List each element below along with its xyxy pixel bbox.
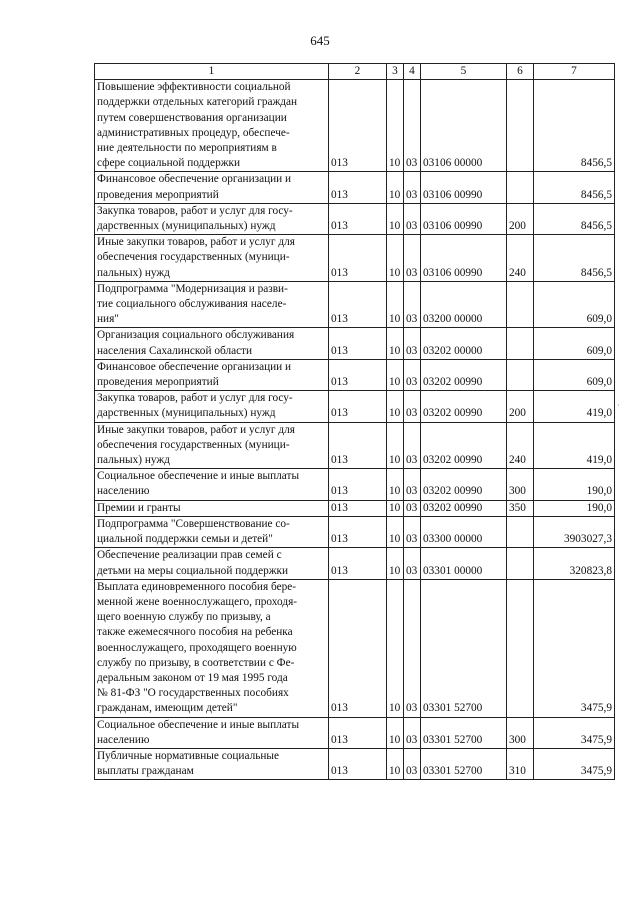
target-article-code: 03106 00000 (421, 80, 507, 172)
target-article-code: 03202 00000 (421, 328, 507, 359)
amount: 419,0 (534, 391, 615, 422)
amount: 8456,5 (534, 235, 615, 282)
target-article-code: 03202 00990 (421, 359, 507, 390)
amount: 190,0 (534, 500, 615, 516)
target-article-code: 03202 00990 (421, 391, 507, 422)
subsection-code: 03 (404, 203, 421, 234)
ministry-code: 013 (329, 391, 387, 422)
section-code: 10 (387, 469, 404, 500)
section-code: 10 (387, 422, 404, 469)
ministry-code: 013 (329, 748, 387, 779)
section-code: 10 (387, 516, 404, 547)
expense-type-code: 300 (507, 469, 534, 500)
table-row (95, 203, 615, 234)
expense-type-code: 200 (507, 203, 534, 234)
item-name: Премии и гранты (95, 500, 329, 516)
subsection-code: 03 (404, 172, 421, 203)
amount: 190,0 (534, 469, 615, 500)
table-body (95, 80, 615, 780)
section-code: 10 (387, 391, 404, 422)
item-name: Финансовое обеспечение организации и проведения мероприятий (95, 172, 329, 203)
header-cell: 3 (387, 64, 404, 80)
amount: 8456,5 (534, 203, 615, 234)
table-row (95, 579, 615, 717)
header-cell: 6 (507, 64, 534, 80)
page-number: 645 (310, 33, 330, 48)
table-row (95, 500, 615, 516)
expense-type-code: 240 (507, 422, 534, 469)
subsection-code: 03 (404, 516, 421, 547)
target-article-code: 03301 52700 (421, 717, 507, 748)
expense-type-code (507, 359, 534, 390)
subsection-code: 03 (404, 80, 421, 172)
item-name: Социальное обеспечение и иные выплаты населению (95, 717, 329, 748)
item-name: Иные закупки товаров, работ и услуг для обеспечения государственных (муници- пальных) нужд (95, 422, 329, 469)
ministry-code: 013 (329, 500, 387, 516)
subsection-code: 03 (404, 548, 421, 579)
expense-type-code: 240 (507, 235, 534, 282)
amount: 609,0 (534, 328, 615, 359)
target-article-code: 03106 00990 (421, 235, 507, 282)
subsection-code: 03 (404, 469, 421, 500)
expense-type-code (507, 80, 534, 172)
item-name: Обеспечение реализации прав семей с детьми на меры социальной поддержки (95, 548, 329, 579)
ministry-code: 013 (329, 235, 387, 282)
table-row (95, 80, 615, 172)
expense-type-code (507, 548, 534, 579)
amount: 609,0 (534, 281, 615, 328)
expense-type-code: 310 (507, 748, 534, 779)
item-name: Социальное обеспечение и иные выплаты населению (95, 469, 329, 500)
ministry-code: 013 (329, 469, 387, 500)
ministry-code: 013 (329, 281, 387, 328)
ministry-code: 013 (329, 203, 387, 234)
target-article-code: 03200 00000 (421, 281, 507, 328)
amount: 3475,9 (534, 717, 615, 748)
expense-type-code (507, 172, 534, 203)
expense-type-code (507, 516, 534, 547)
header-cell: 4 (404, 64, 421, 80)
table-row (95, 469, 615, 500)
ministry-code: 013 (329, 548, 387, 579)
expense-type-code (507, 328, 534, 359)
section-code: 10 (387, 717, 404, 748)
table-row (95, 422, 615, 469)
item-name: Закупка товаров, работ и услуг для госу- дарственных (муниципальных) нужд (95, 391, 329, 422)
ministry-code: 013 (329, 717, 387, 748)
target-article-code: 03106 00990 (421, 203, 507, 234)
amount: 419,0 (534, 422, 615, 469)
table-row (95, 172, 615, 203)
ministry-code: 013 (329, 516, 387, 547)
target-article-code: 03301 52700 (421, 579, 507, 717)
section-code: 10 (387, 281, 404, 328)
subsection-code: 03 (404, 717, 421, 748)
expense-type-code (507, 281, 534, 328)
subsection-code: 03 (404, 235, 421, 282)
table-row (95, 516, 615, 547)
section-code: 10 (387, 235, 404, 282)
expense-type-code (507, 579, 534, 717)
section-code: 10 (387, 359, 404, 390)
subsection-code: 03 (404, 748, 421, 779)
scan-speck: ˈ (618, 404, 620, 411)
amount: 3475,9 (534, 748, 615, 779)
ministry-code: 013 (329, 359, 387, 390)
section-code: 10 (387, 80, 404, 172)
subsection-code: 03 (404, 579, 421, 717)
item-name: Финансовое обеспечение организации и проведения мероприятий (95, 359, 329, 390)
expense-type-code: 350 (507, 500, 534, 516)
ministry-code: 013 (329, 422, 387, 469)
header-cell: 5 (421, 64, 507, 80)
section-code: 10 (387, 748, 404, 779)
table-row (95, 548, 615, 579)
amount: 320823,8 (534, 548, 615, 579)
expense-type-code: 200 (507, 391, 534, 422)
subsection-code: 03 (404, 281, 421, 328)
header-cell: 1 (95, 64, 329, 80)
table-row (95, 717, 615, 748)
section-code: 10 (387, 172, 404, 203)
ministry-code: 013 (329, 172, 387, 203)
table-row (95, 359, 615, 390)
table-row (95, 235, 615, 282)
subsection-code: 03 (404, 500, 421, 516)
budget-table (94, 63, 615, 780)
item-name: Иные закупки товаров, работ и услуг для обеспечения государственных (муници- пальных) нужд (95, 235, 329, 282)
item-name: Подпрограмма "Модернизация и разви- тие социального обслуживания населе- ния" (95, 281, 329, 328)
subsection-code: 03 (404, 391, 421, 422)
section-code: 10 (387, 548, 404, 579)
item-name: Выплата единовременного пособия бере- менной жене военнослужащего, проходя- щего военную службу по призыву, а также ежемесячного пособия на ребенка военнослужащего, проходящего военную службу по призыву, в соответствии с Фе- деральным законом от 19 мая 1995 года № 81-ФЗ "О государственных пособиях гражданам, имеющим детей" (95, 579, 329, 717)
target-article-code: 03301 00000 (421, 548, 507, 579)
section-code: 10 (387, 328, 404, 359)
target-article-code: 03300 00000 (421, 516, 507, 547)
expense-type-code: 300 (507, 717, 534, 748)
target-article-code: 03106 00990 (421, 172, 507, 203)
amount: 609,0 (534, 359, 615, 390)
ministry-code: 013 (329, 80, 387, 172)
target-article-code: 03202 00990 (421, 422, 507, 469)
ministry-code: 013 (329, 579, 387, 717)
amount: 3475,9 (534, 579, 615, 717)
table-row (95, 748, 615, 779)
subsection-code: 03 (404, 328, 421, 359)
table-row (95, 328, 615, 359)
amount: 8456,5 (534, 172, 615, 203)
header-cell: 7 (534, 64, 615, 80)
header-row (95, 64, 615, 80)
subsection-code: 03 (404, 422, 421, 469)
table-row (95, 391, 615, 422)
section-code: 10 (387, 579, 404, 717)
item-name: Повышение эффективности социальной поддержки отдельных категорий граждан путем совершенствования организации административных процедур, обеспече- ние деятельности по мероприятиям в сфере социальной поддержки (95, 80, 329, 172)
table-row (95, 281, 615, 328)
section-code: 10 (387, 203, 404, 234)
amount: 3903027,3 (534, 516, 615, 547)
ministry-code: 013 (329, 328, 387, 359)
subsection-code: 03 (404, 359, 421, 390)
item-name: Закупка товаров, работ и услуг для госу- дарственных (муниципальных) нужд (95, 203, 329, 234)
target-article-code: 03202 00990 (421, 500, 507, 516)
target-article-code: 03202 00990 (421, 469, 507, 500)
amount: 8456,5 (534, 80, 615, 172)
item-name: Организация социального обслуживания населения Сахалинской области (95, 328, 329, 359)
item-name: Публичные нормативные социальные выплаты гражданам (95, 748, 329, 779)
header-cell: 2 (329, 64, 387, 80)
target-article-code: 03301 52700 (421, 748, 507, 779)
section-code: 10 (387, 500, 404, 516)
item-name: Подпрограмма "Совершенствование со- циальной поддержки семьи и детей" (95, 516, 329, 547)
